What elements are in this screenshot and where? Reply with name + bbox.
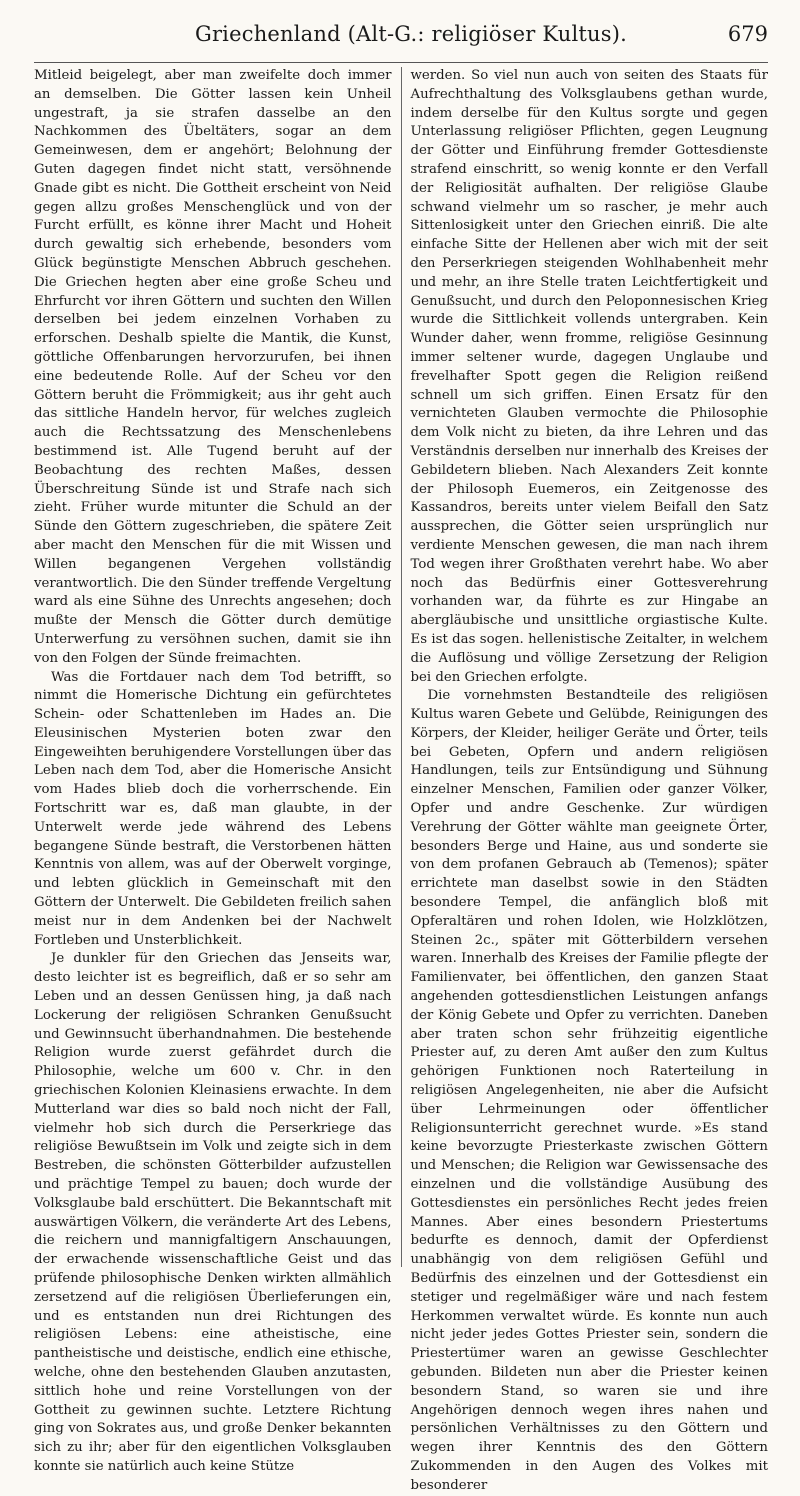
right-column bbox=[410, 67, 768, 1493]
left-column bbox=[34, 67, 392, 1474]
page-number: 679 bbox=[727, 22, 768, 46]
paragraph: Was die Fortdauer nach dem Tod betrifft, so nimmt die Homerische Dichtung ein gefürchtetes Schein- oder Schattenleben im Hades an. Die Eleusinischen Mysterien boten zwar den Eingeweihten beruhigendere Vorstellungen über das Leben nach dem Tod, aber die Homerische Ansicht vom Hades blieb doch die vorherrschende. Ein Fortschritt war es, daß man glaubte, in der Unterwelt werde jede während des Lebens begangene Sünde bestraft, die Verstorbenen hätten Kenntnis von allem, was auf der Oberwelt vorginge, und lebten glücklich in Gemeinschaft mit den Göttern der Unterwelt. Die Gebildeten freilich sahen meist nur in dem Andenken bei der Nachwelt Fortleben und Unsterblichkeit. bbox=[34, 669, 392, 948]
paragraph: werden. So viel nun auch von seiten des Staats für Aufrechthaltung des Volksglaubens gethan wurde, indem derselbe für den Kultus sorgte und gegen Unterlassung religiöser Pflichten, gegen Leugnung der Götter und Einführung fremder Gottesdienste strafend einschritt, so wenig konnte er den Verfall der Religiosität aufhalten. Der religiöse Glaube schwand vielmehr um so rascher, je mehr auch Sittenlosigkeit unter den Griechen einriß. Die alte einfache Sitte der Hellenen aber wich mit der seit den Perserkriegen steigenden Wohlhabenheit mehr und mehr, an ihre Stelle traten Leichtfertigkeit und Genußsucht, und durch den Peloponnesischen Krieg wurde die Sittlichkeit vollends untergraben. Kein Wunder daher, wenn fromme, religiöse Gesinnung immer seltener wurde, dagegen Unglaube und frevelhafter Spott gegen die Religion reißend schnell um sich griffen. Einen Ersatz für den vernichteten Glauben vermochte die Philosophie dem Volk nicht zu bieten, da ihre Lehren und das Verständnis derselben nur innerhalb des Kreises der Gebildetern blieben. Nach Alexanders Zeit konnte der Philosoph Euemeros, ein Zeitgenosse des Kassandros, bereits unter vielem Beifall den Satz aussprechen, die Götter seien ursprünglich nur verdiente Menschen gewesen, die man nach ihrem Tod wegen ihrer Großthaten verehrt habe. Wo aber noch das Bedürfnis einer Gottesverehrung vorhanden war, da führte es zur Hingabe an abergläubische und unsittliche orgiastische Kulte. Es ist das sogen. hellenistische Zeitalter, in welchem die Auflösung und völlige Zersetzung der Religion bei den Griechen erfolgte. bbox=[410, 68, 768, 685]
paragraph: Je dunkler für den Griechen das Jenseits war, desto leichter ist es begreiflich, daß er so sehr am Leben und an dessen Genüssen hing, ja daß nach Lockerung der religiösen Schranken Genußsucht und Gewinnsucht überhandnahmen. Die bestehende Religion wurde zuerst gefährdet durch die Philosophie, welche um 600 v. Chr. in den griechischen Kolonien Kleinasiens erwachte. In dem Mutterland war dies so bald noch nicht der Fall, vielmehr hob sich durch die Perserkriege das religiöse Bewußtsein im Volk und zeigte sich in dem Bestreben, die schönsten Götterbilder aufzustellen und prächtige Tempel zu bauen; doch wurde der Volksglaube bald erschüttert. Die Bekanntschaft mit auswärtigen Völkern, die veränderte Art des Lebens, die reichern und mannigfaltigern Anschauungen, der erwachende wissenschaftliche Geist und das prüfende philosophische Denken wirkten allmählich zersetzend auf die religiösen Überlieferungen ein, und es entstanden nun drei Richtungen des religiösen Lebens: eine atheistische, eine pantheistische und deistische, endlich eine ethische, welche, ohne den bestehenden Glauben anzutasten, sittlich hohe und reine Vorstellungen von der Gottheit zu gewinnen suchte. Letztere Richtung ging von Sokrates aus, und große Denker bekannten sich zu ihr; aber für den eigentlichen Volksglauben konnte sie natürlich auch keine Stütze bbox=[34, 951, 392, 1474]
page-title: Griechenland (Alt-G.: religiöser Kultus). bbox=[194, 22, 628, 46]
paragraph: Die vornehmsten Bestandteile des religiösen Kultus waren Gebete und Gelübde, Reinigungen des Körpers, der Kleider, heiliger Geräte und Örter, teils bei Gebeten, Opfern und andern religiösen Handlungen, teils zur Entsündigung und Sühnung einzelner Menschen, Familien oder ganzer Völker, Opfer und andre Geschenke. Zur würdigen Verehrung der Götter wählte man geeignete Örter, besonders Berge und Haine, aus und sonderte sie von dem profanen Gebrauch ab (Temenos); später errichtete man daselbst sowie in den Städten besondere Tempel, die anfänglich bloß mit Opferaltären und rohen Idolen, wie Holzklötzen, Steinen 2c., später mit Götterbildern versehen waren. Innerhalb des Kreises der Familie pflegte der Familienvater, bei öffentlichen, den ganzen Staat angehenden gottesdienstlichen Leistungen anfangs der König Gebete und Opfer zu verrichten. Daneben aber traten schon sehr frühzeitig eigentliche Priester auf, zu deren Amt außer den zum Kultus gehörigen Funktionen noch Raterteilung in religiösen Angelegenheiten, nie aber die Aufsicht über Lehrmeinungen oder öffentlicher Religionsunterricht gerechnet wurde. »Es stand keine bevorzugte Priesterkaste zwischen Göttern und Menschen; die Religion war Gewissensache des einzelnen und die vollständige Ausübung des Gottesdienstes ein persönliches Recht jedes freien Mannes. Aber eines besondern Priestertums bedurfte es dennoch, damit der Opferdienst unabhängig von dem religiösen Gefühl und Bedürfnis des einzelnen und der Gottesdienst ein stetiger und regelmäßiger wäre und nach festem Herkommen verwaltet würde. Es konnte nun auch nicht jeder jedes Gottes Priester sein, sondern die Priestertümer waren an gewisse Geschlechter gebunden. Bildeten nun aber die Priester keinen besondern Stand, so waren sie und ihre Angehörigen dennoch wegen ihres nahen und persönlichen Verhältnisses zu den Göttern und wegen ihrer Kenntnis des den Göttern Zukommenden in den Augen des Volkes mit besonderer bbox=[410, 688, 768, 1493]
text-columns bbox=[34, 67, 768, 1493]
paragraph: Mitleid beigelegt, aber man zweifelte doch immer an demselben. Die Götter lassen kein Unheil ungestraft, ja sie strafen dasselbe an den Nachkommen des Übeltäters, sogar an dem Gemeinwesen, dem er angehört; Belohnung der Guten dagegen findet nicht statt, versöhnende Gnade gibt es nicht. Die Gottheit erscheint von Neid gegen allzu großes Menschenglück und von der Furcht erfüllt, es könne ihrer Macht und Hoheit durch gewaltig sich erhebende, besonders vom Glück begünstigte Menschen Abbruch geschehen. Die Griechen hegten aber eine große Scheu und Ehrfurcht vor ihren Göttern und suchten den Willen derselben bei jedem einzelnen Vorhaben zu erforschen. Deshalb spielte die Mantik, die Kunst, göttliche Offenbarungen hervorzurufen, bei ihnen eine bedeutende Rolle. Auf der Scheu vor den Göttern beruht die Frömmigkeit; aus ihr geht auch das sittliche Handeln hervor, für welches zugleich auch die Rechtssatzung des Menschenlebens bestimmend ist. Alle Tugend beruht auf der Beobachtung des rechten Maßes, dessen Überschreitung Sünde ist und Strafe nach sich zieht. Früher wurde mitunter die Schuld an der Sünde den Göttern zugeschrieben, die spätere Zeit aber macht den Menschen für die mit Wissen und Willen begangenen Vergehen vollständig verantwortlich. Die den Sünder treffende Vergeltung ward als eine Sühne des Unrechts angesehen; doch mußte der Mensch die Götter durch demütige Unterwerfung zu versöhnen suchen, damit sie ihn von den Folgen der Sünde freimachten. bbox=[34, 68, 392, 666]
column-divider bbox=[401, 67, 402, 1267]
running-header bbox=[34, 22, 768, 63]
